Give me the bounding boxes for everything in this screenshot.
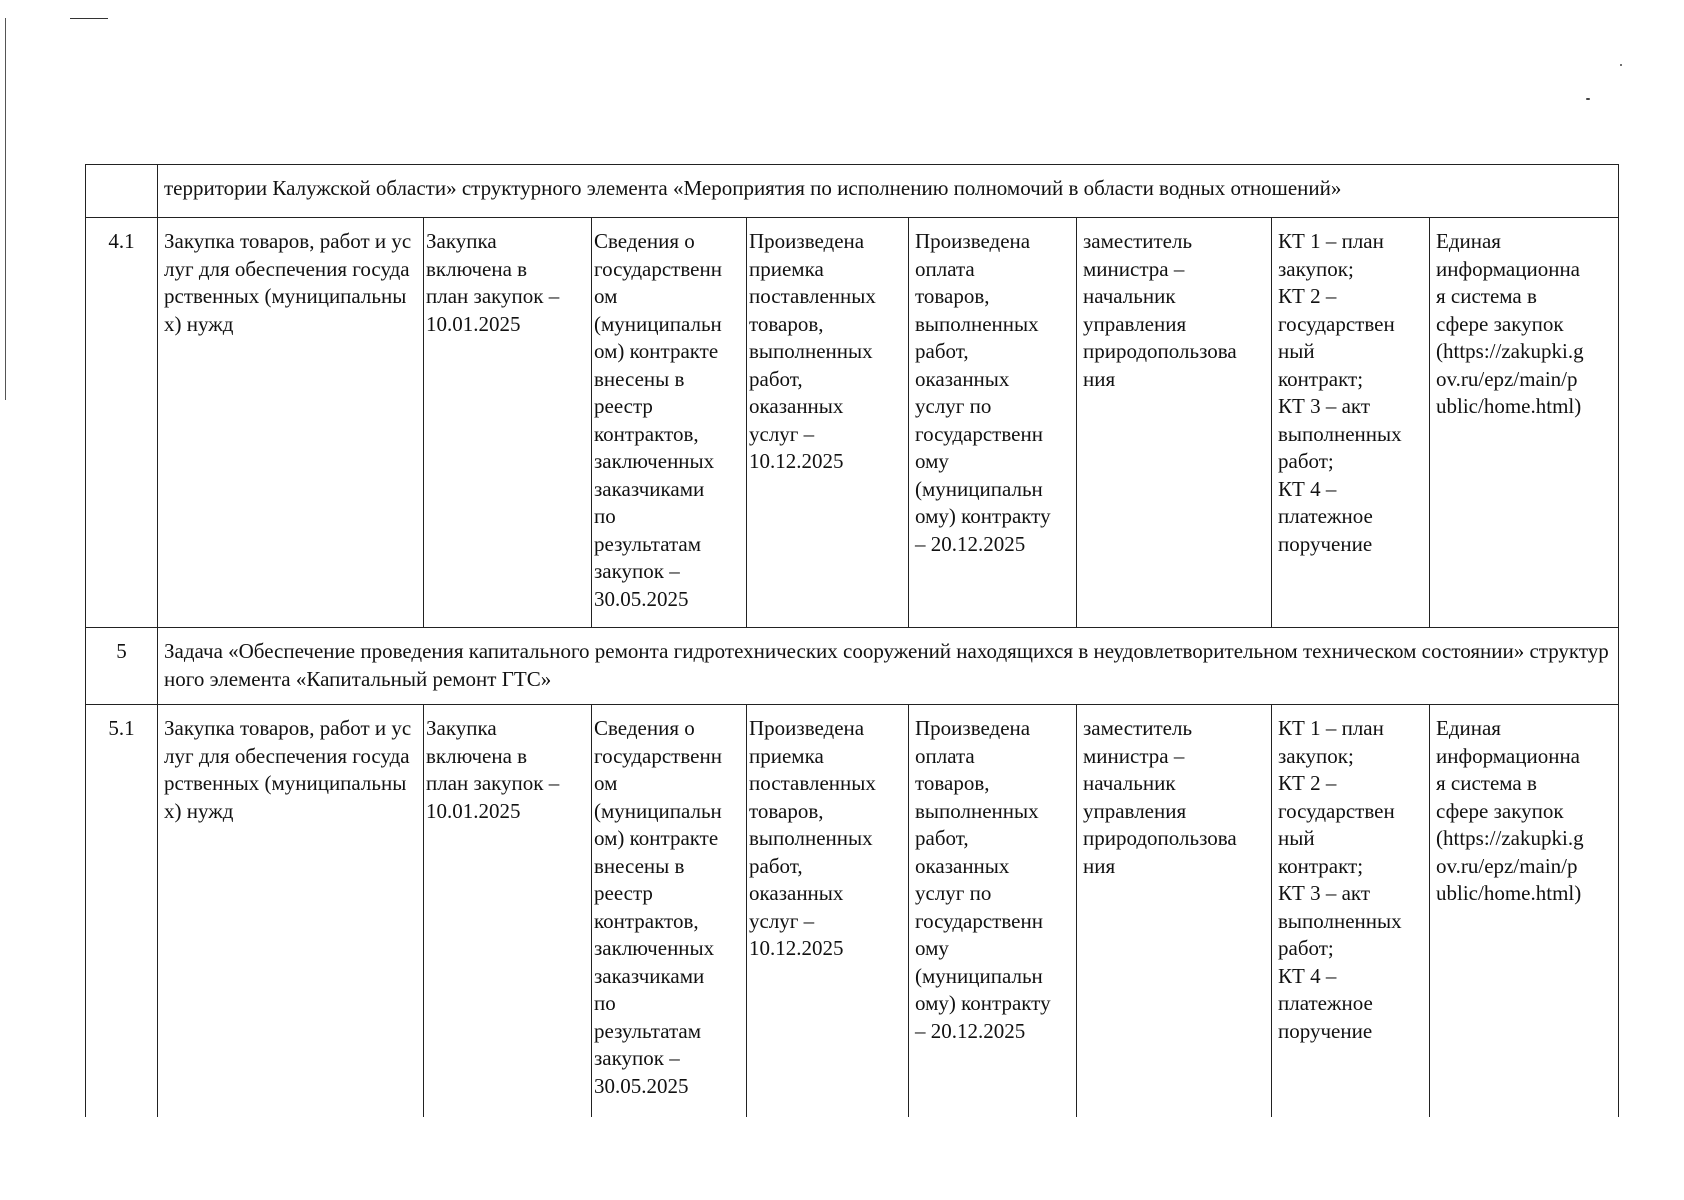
responsible-cell: заместитель министра – начальник управления природопользова ния [1077,705,1272,1118]
task-text: Задача «Обеспечение проведения капитального ремонта гидротехнических сооружений находящихся в неудовлетворительном техническом состоянии» структурного элемента «Капитальный ремонт ГТС» [158,628,1619,705]
documents-cell: КТ 1 – план закупок; КТ 2 – государствен ный контракт; КТ 3 – акт выполненных работ; КТ 4 – платежное поручение [1272,705,1430,1118]
control-point-1-cell: Закупка включена в план закупок – 10.01.2025 [424,218,592,628]
table-row-task [86,628,1619,705]
control-point-1-cell: Закупка включена в план закупок – 10.01.2025 [424,705,592,1118]
row-number: 5 [86,628,158,705]
control-point-3-cell: Произведена приемка поставленных товаров, выполненных работ, оказанных услуг – 10.12.2025 [747,218,909,628]
control-point-2-cell: Сведения о государственн ом (муниципальн ом) контракте внесены в реестр контрактов, заключенных заказчиками по результатам закупок – 30.05.2025 [592,705,747,1118]
event-name-cell: Закупка товаров, работ и услуг для обеспечения государственных (муниципальных) нужд [158,705,424,1118]
table-row [86,705,1619,1118]
event-name-cell: Закупка товаров, работ и услуг для обеспечения государственных (муниципальных) нужд [158,218,424,628]
row-number: 4.1 [86,218,158,628]
control-point-4-cell: Произведена оплата товаров, выполненных работ, оказанных услуг по государственн ому (муниципальн ому) контракту – 20.12.2025 [909,705,1077,1118]
table-row [86,218,1619,628]
control-point-2-cell: Сведения о государственн ом (муниципальн ом) контракте внесены в реестр контрактов, заключенных заказчиками по результатам закупок – 30.05.2025 [592,218,747,628]
scan-mark-dash [70,18,108,19]
row-number: 5.1 [86,705,158,1118]
documents-cell: КТ 1 – план закупок; КТ 2 – государствен ный контракт; КТ 3 – акт выполненных работ; КТ 4 – платежное поручение [1272,218,1430,628]
information-system-cell: Единая информационна я система в сфере закупок (https://zakupki.g ov.ru/epz/main/p ublic/home.html) [1430,218,1619,628]
row-number [86,165,158,218]
control-point-3-cell: Произведена приемка поставленных товаров, выполненных работ, оказанных услуг – 10.12.2025 [747,705,909,1118]
control-point-4-cell: Произведена оплата товаров, выполненных работ, оказанных услуг по государственн ому (муниципальн ому) контракту – 20.12.2025 [909,218,1077,628]
table-row-banner [86,165,1619,218]
scan-mark-left-edge [5,18,6,400]
scan-speck [1586,98,1590,100]
document-table [85,164,1619,1117]
responsible-cell: заместитель министра – начальник управления природопользова ния [1077,218,1272,628]
banner-text: территории Калужской области» структурного элемента «Мероприятия по исполнению полномочий в области водных отношений» [158,165,1619,218]
information-system-cell: Единая информационна я система в сфере закупок (https://zakupki.g ov.ru/epz/main/p ublic/home.html) [1430,705,1619,1118]
scan-speck [1620,64,1622,66]
